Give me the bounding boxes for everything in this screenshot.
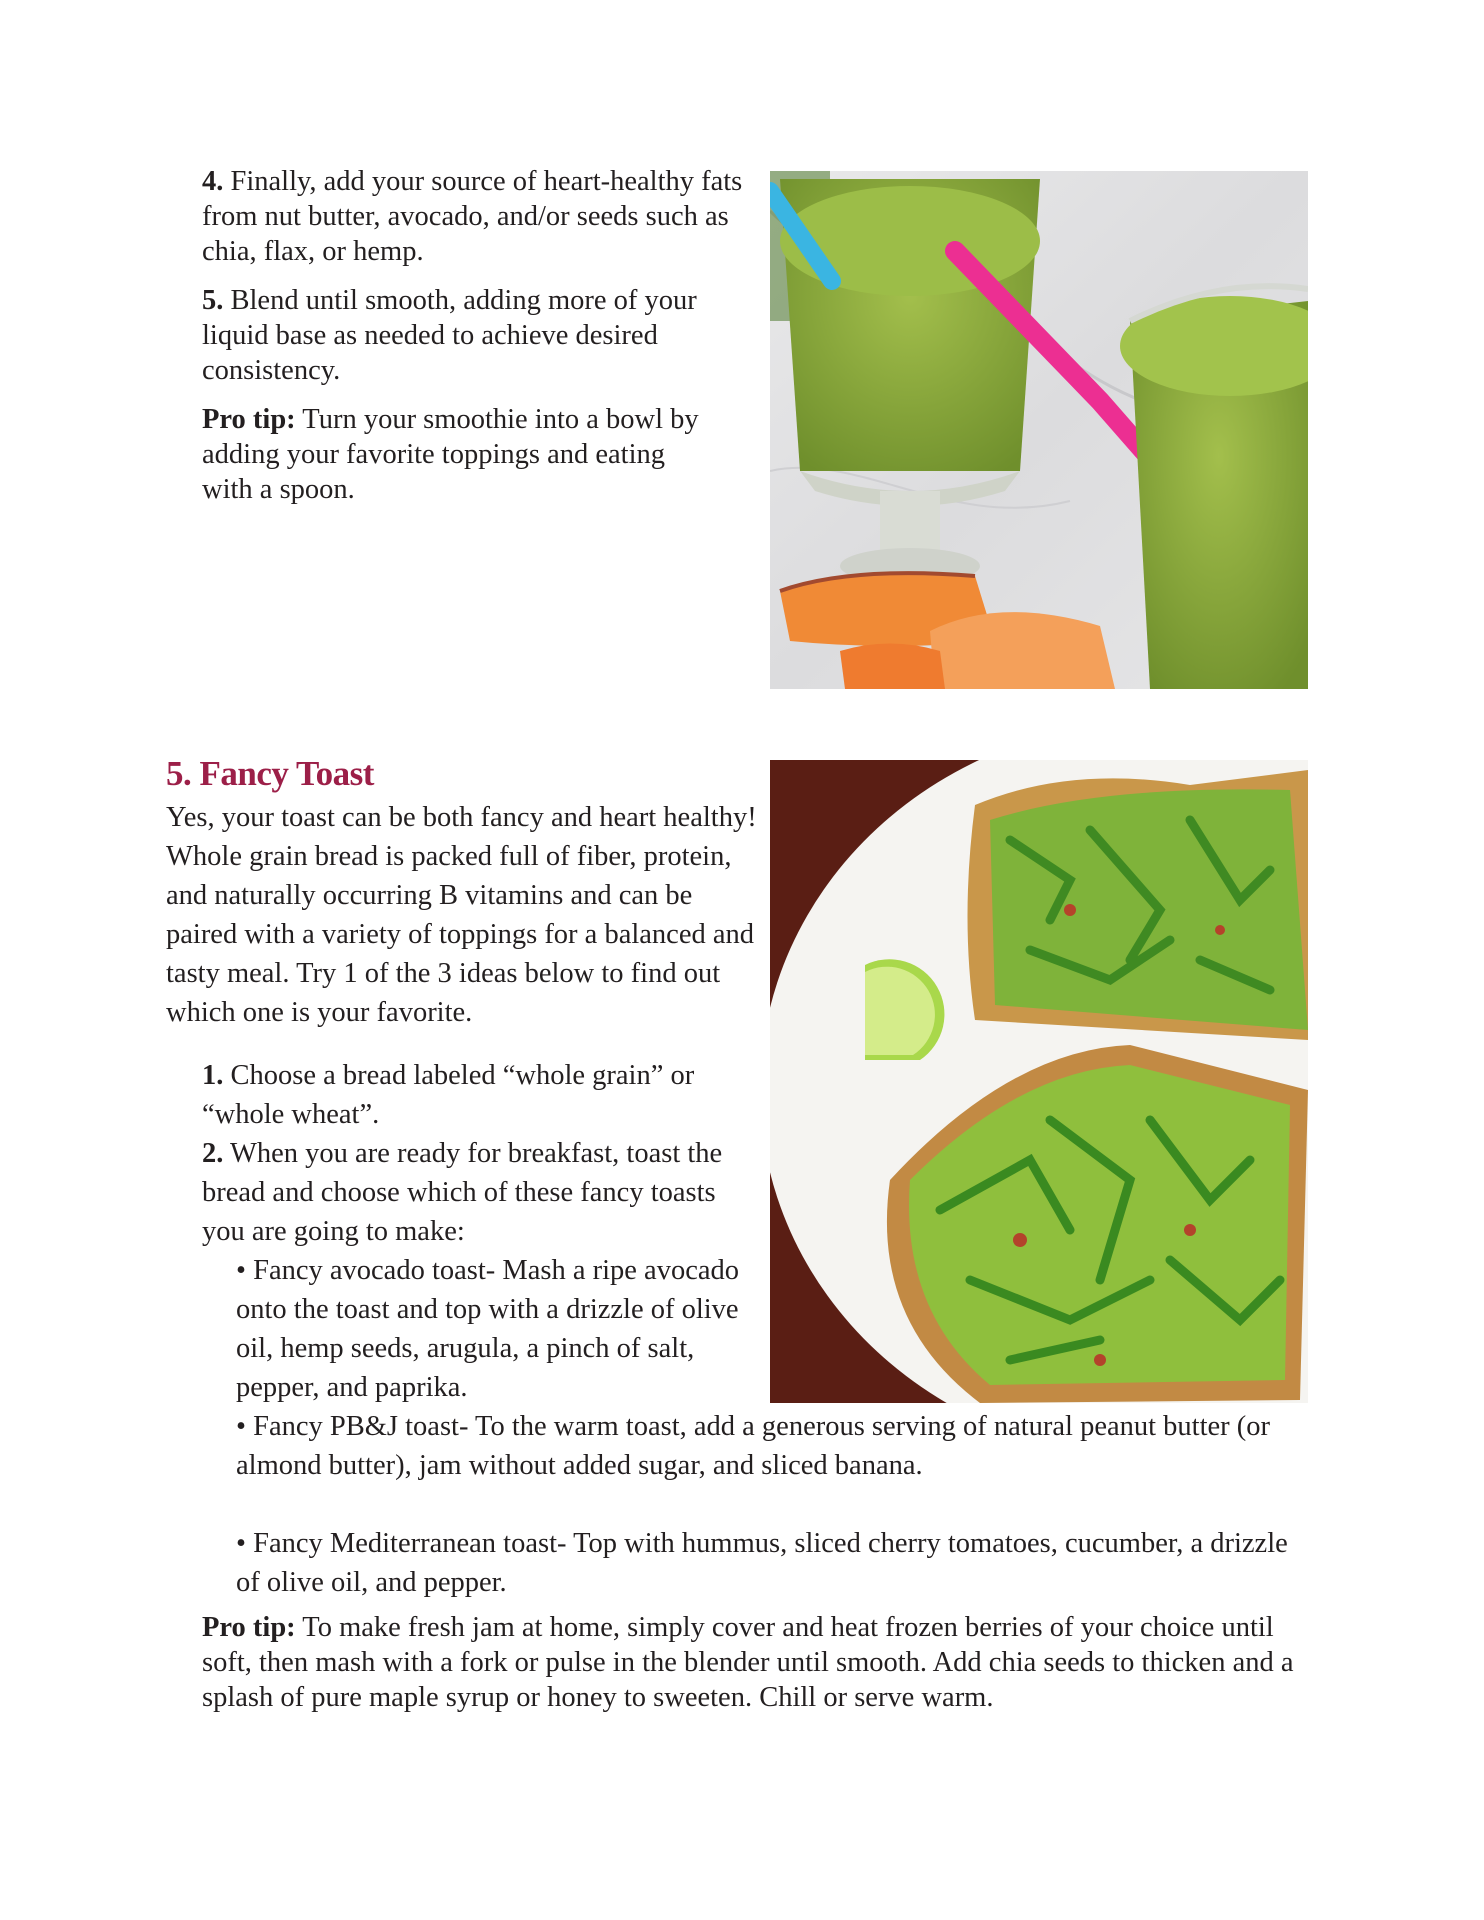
toast-intro	[166, 798, 766, 1032]
smoothie-pro-tip	[202, 402, 707, 507]
toast-option-mediterranean: • Fancy Mediterranean toast- Top with hummus, sliced cherry tomatoes, cucumber, a drizzle of olive oil, and pepper.	[236, 1528, 1288, 1598]
toast-option-avocado: • Fancy avocado toast- Mash a ripe avocado onto the toast and top with a drizzle of olive oil, hemp seeds, arugula, a pinch of salt, pepper, and paprika.	[236, 1255, 740, 1403]
step-number: 4.	[202, 166, 224, 197]
pro-tip-text: To make fresh jam at home, simply cover and heat frozen berries of your choice until soft, then mash with a fork or pulse in the blender until smooth. Add chia seeds to thicken and a splash of pure maple syrup or honey to sweeten. Chill or serve warm.	[202, 1612, 1294, 1713]
step-text: Choose a bread labeled “whole grain” or “whole wheat”.	[202, 1060, 695, 1130]
toast-step-2	[202, 1134, 742, 1251]
section-heading: 5. Fancy Toast	[166, 754, 374, 793]
step-number: 2.	[202, 1138, 224, 1169]
smoothie-step-5	[202, 283, 707, 388]
step-number: 1.	[202, 1060, 224, 1091]
toast-pro-tip	[202, 1610, 1312, 1715]
step-number: 5.	[202, 285, 224, 316]
toast-step-1	[202, 1056, 732, 1134]
pro-tip-label: Pro tip:	[202, 404, 296, 435]
toast-option-pbj: • Fancy PB&J toast- To the warm toast, add a generous serving of natural peanut butter (or almond butter), jam without added sugar, and sliced banana.	[236, 1411, 1271, 1481]
avocado-toast-photo	[770, 760, 1308, 1403]
smoothie-step-4	[202, 164, 747, 269]
step-text: Blend until smooth, adding more of your liquid base as needed to achieve desired consistency.	[202, 285, 697, 386]
intro-text: Yes, your toast can be both fancy and heart healthy! Whole grain bread is packed full of fiber, protein, and naturally occurring B vitamins and can be paired with a variety of toppings for a balanced and tasty meal. Try 1 of the 3 ideas below to find out which one is your favorite.	[166, 802, 757, 1028]
step-text: Finally, add your source of heart-healthy fats from nut butter, avocado, and/or seeds such as chia, flax, or hemp.	[202, 166, 743, 267]
step-text: When you are ready for breakfast, toast the bread and choose which of these fancy toasts you are going to make:	[202, 1138, 723, 1247]
green-smoothie-photo	[770, 171, 1308, 689]
pro-tip-label: Pro tip:	[202, 1612, 296, 1643]
pro-tip-text: Turn your smoothie into a bowl by adding your favorite toppings and eating with a spoon.	[202, 404, 699, 505]
